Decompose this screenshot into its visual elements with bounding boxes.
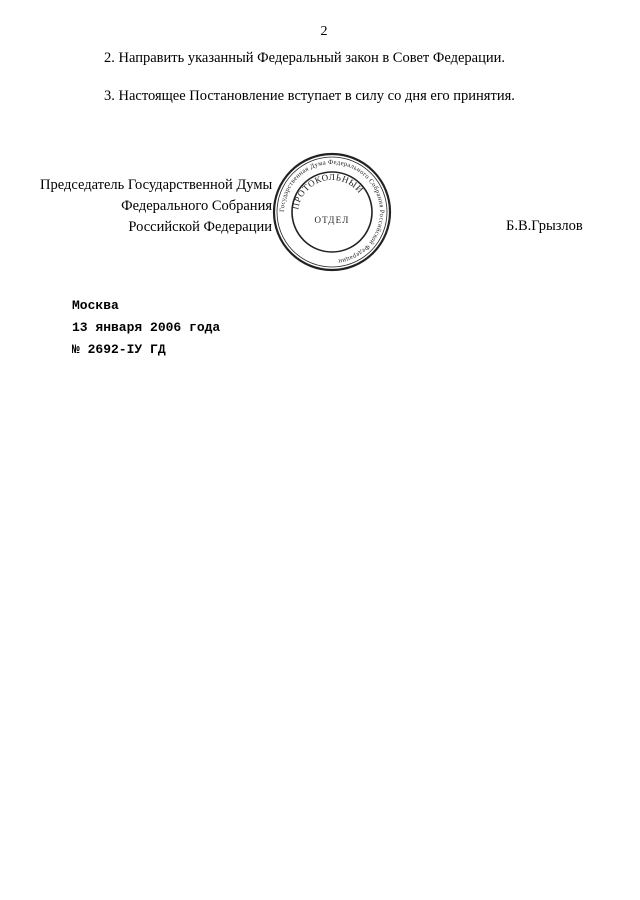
document-number: № 2692-IУ ГД	[72, 342, 166, 357]
stamp-outer-text: Государственная Дума Федерального Собрания Российской Федерации	[278, 158, 386, 265]
official-stamp	[270, 150, 394, 274]
signatory-position	[40, 175, 272, 238]
document-meta	[72, 295, 220, 361]
paragraph-2: 2. Направить указанный Федеральный закон в Совет Федерации.	[104, 50, 505, 66]
signer-name: Б.В.Грызлов	[506, 218, 583, 234]
signatory-position-line: Федерального Собрания	[121, 198, 272, 214]
svg-text:ПРОТОКОЛЬНЫЙ	[290, 172, 365, 210]
signatory-position-line: Российской Федерации	[128, 219, 272, 235]
paragraph-3: 3. Настоящее Постановление вступает в силу со дня его принятия.	[104, 88, 515, 104]
stamp-inner-bottom-text: ОТДЕЛ	[314, 215, 350, 225]
stamp-inner-top-text: ПРОТОКОЛЬНЫЙ	[290, 171, 366, 211]
signatory-position-line: Председатель Государственной Думы	[40, 177, 273, 193]
document-date: 13 января 2006 года	[72, 320, 221, 335]
page-number: 2	[320, 24, 328, 39]
document-city: Москва	[72, 298, 119, 313]
